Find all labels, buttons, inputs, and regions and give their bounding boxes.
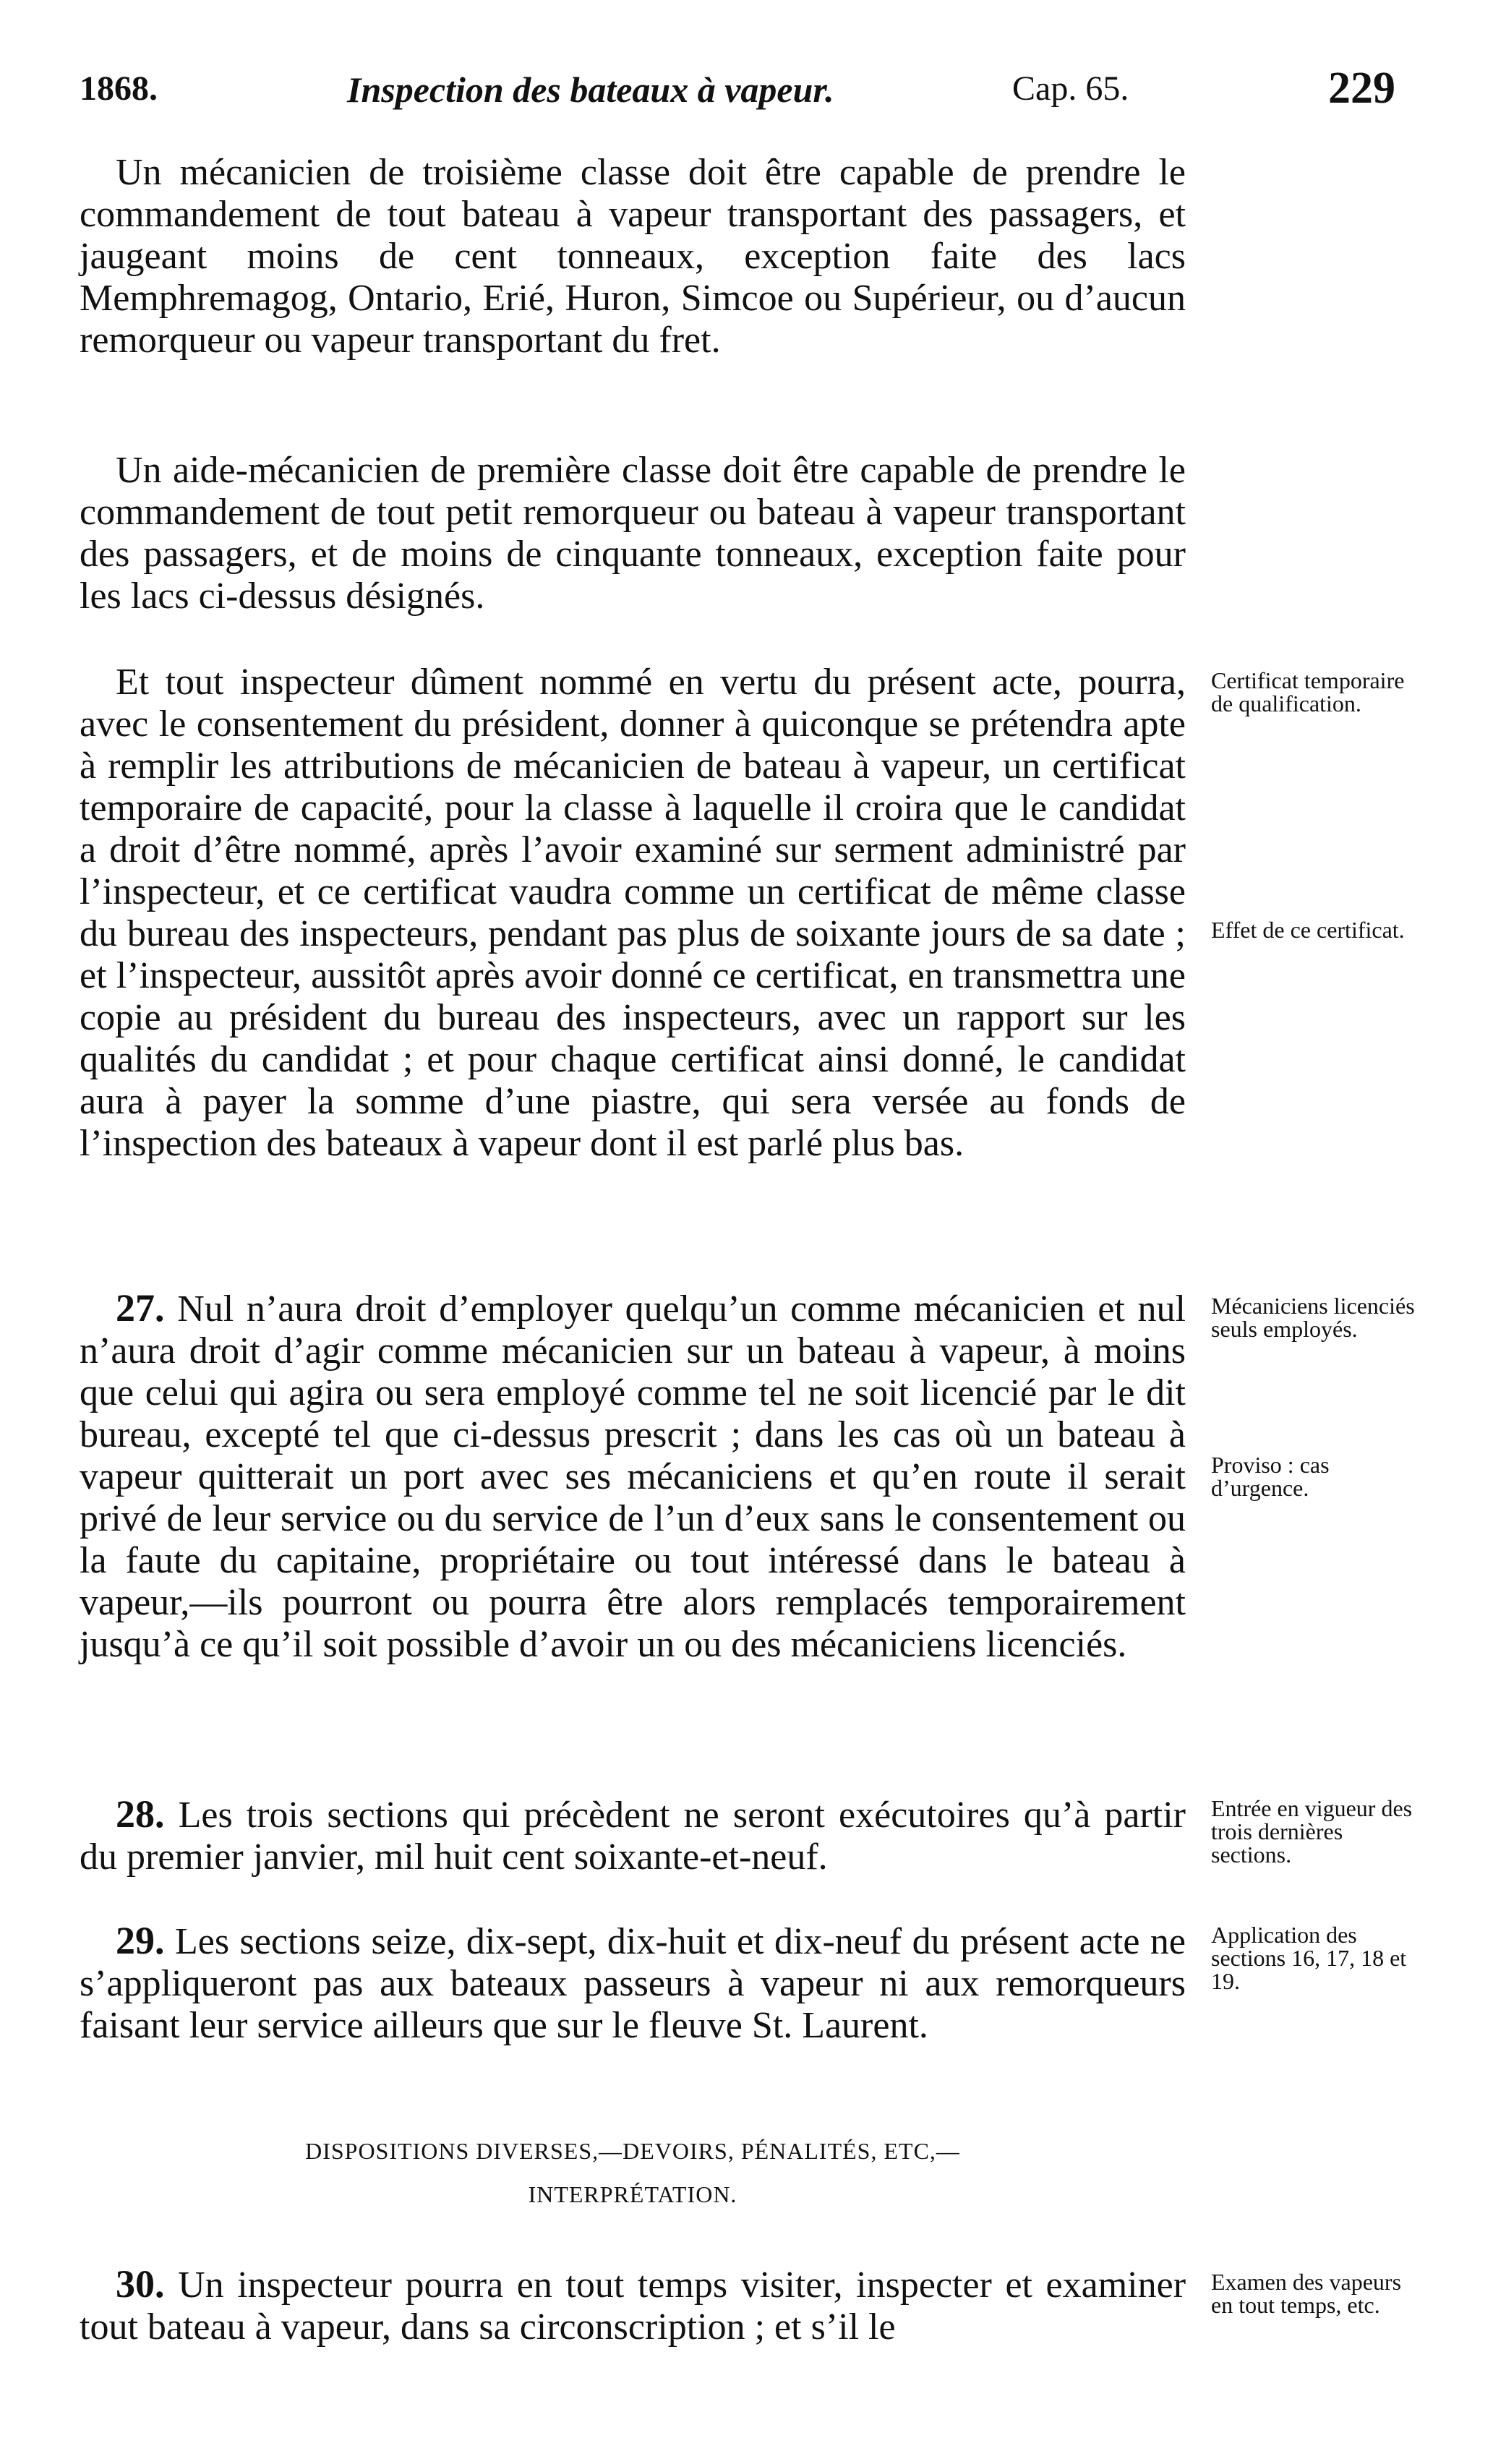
paragraph-text: Et tout inspecteur dûment nommé en vertu du présent acte, pourra, avec le consentement du président, donner à quiconque se prétendra apte à remplir les attributions de mécanicien de bateau à vapeur, un certificat temporaire de capacité, pour la classe à laquelle il croira que le candidat a droit d’être nommé, après l’avoir examiné sur serment administré par l’inspecteur, et ce certificat vaudra comme un certificat de même classe du bureau des inspecteurs, pendant pas plus de soixante jours de sa date ; et l’inspecteur, aussitôt après avoir donné ce certificat, en transmettra une copie au président du bureau des inspecteurs, avec un rapport sur les qualités du candidat ; et pour chaque certificat ainsi donné, le candidat aura à payer la somme d’une piastre, qui sera versée au fonds de l’inspection des bateaux à vapeur dont il est parlé plus bas. — [80, 662, 1186, 1164]
paragraph-third-class-engineer — [80, 152, 1186, 362]
header-title: Inspection des bateaux à vapeur. — [347, 69, 834, 110]
paragraph-assistant-engineer — [80, 450, 1186, 617]
page-number: 229 — [1328, 64, 1395, 113]
header-year: 1868. — [80, 69, 158, 108]
section-heading — [80, 2129, 1186, 2216]
section-number: 30. — [116, 2262, 165, 2306]
section-27 — [80, 1287, 1186, 1666]
running-header — [80, 64, 1395, 134]
paragraph-temporary-certificate — [80, 662, 1186, 1165]
section-number: 29. — [116, 1919, 165, 1962]
margin-note-certificate-effect: Effet de ce certificat. — [1211, 917, 1405, 943]
section-text: Nul n’aura droit d’employer quelqu’un comme mécanicien et nul n’aura droit d’agir comme mécanicien sur un bateau à vapeur, à moins que celui qui agira ou sera employé comme tel ne soit licencié par le dit bureau, excepté tel que ci-dessus prescrit ; dans les cas où un bateau à vapeur quitterait un port avec ses mécaniciens et qu’en route il serait privé de leur service ou du service de l’un d’eux sans le consentement ou la faute du capitaine, propriétaire ou tout intéressé dans le bateau à vapeur,—ils pourront ou pourra être alors remplacés temporairement jusqu’à ce qu’il soit possible d’avoir un ou des mécaniciens licenciés. — [80, 1288, 1186, 1665]
section-28 — [80, 1793, 1186, 1878]
section-heading-line1: DISPOSITIONS DIVERSES,—DEVOIRS, PÉNALITÉS, ETC,— — [305, 2138, 960, 2164]
margin-note-inspection: Examen des vapeurs en tout temps, etc. — [1211, 2269, 1402, 2318]
section-30 — [80, 2263, 1186, 2348]
margin-note-application: Application des sections 16, 17, 18 et 19. — [1211, 1922, 1407, 1994]
margin-note-temporary-certificate: Certificat temporaire de qualification. — [1211, 667, 1405, 716]
section-number: 27. — [116, 1286, 165, 1330]
section-number: 28. — [116, 1792, 165, 1836]
margin-note-entry-into-force: Entrée en vigueur des trois dernières sections. — [1211, 1795, 1413, 1868]
margin-note-proviso: Proviso : cas d’urgence. — [1211, 1452, 1330, 1501]
margin-note-licensed-engineers: Mécaniciens licenciés seuls employés. — [1211, 1293, 1415, 1342]
section-text: Les sections seize, dix-sept, dix-huit et dix-neuf du présent acte ne s’appliqueront pas aux bateaux passeurs à vapeur ni aux remorqueurs faisant leur service ailleurs que sur le fleuve St. Laurent. — [80, 1921, 1186, 2046]
paragraph-text: Un aide-mécanicien de première classe doit être capable de prendre le commandement de tout petit remorqueur ou bateau à vapeur transportant des passagers, et de moins de cinquante tonneaux, exception faite pour les lacs ci-dessus désignés. — [80, 450, 1186, 617]
section-heading-line2: INTERPRÉTATION. — [528, 2181, 737, 2207]
section-text: Les trois sections qui précèdent ne seront exécutoires qu’à partir du premier janvier, mil huit cent soixante-et-neuf. — [80, 1794, 1186, 1878]
header-chapter: Cap. 65. — [1012, 69, 1129, 108]
section-text: Un inspecteur pourra en tout temps visiter, inspecter et examiner tout bateau à vapeur, dans sa circonscription ; et s’il le — [80, 2264, 1186, 2348]
paragraph-text: Un mécanicien de troisième classe doit être capable de prendre le commandement de tout bateau à vapeur transportant des passagers, et jaugeant moins de cent tonneaux, exception faite des lacs Memphremagog, Ontario, Erié, Huron, Simcoe ou Supérieur, ou d’aucun remorqueur ou vapeur transportant du fret. — [80, 152, 1186, 361]
section-29 — [80, 1920, 1186, 2047]
